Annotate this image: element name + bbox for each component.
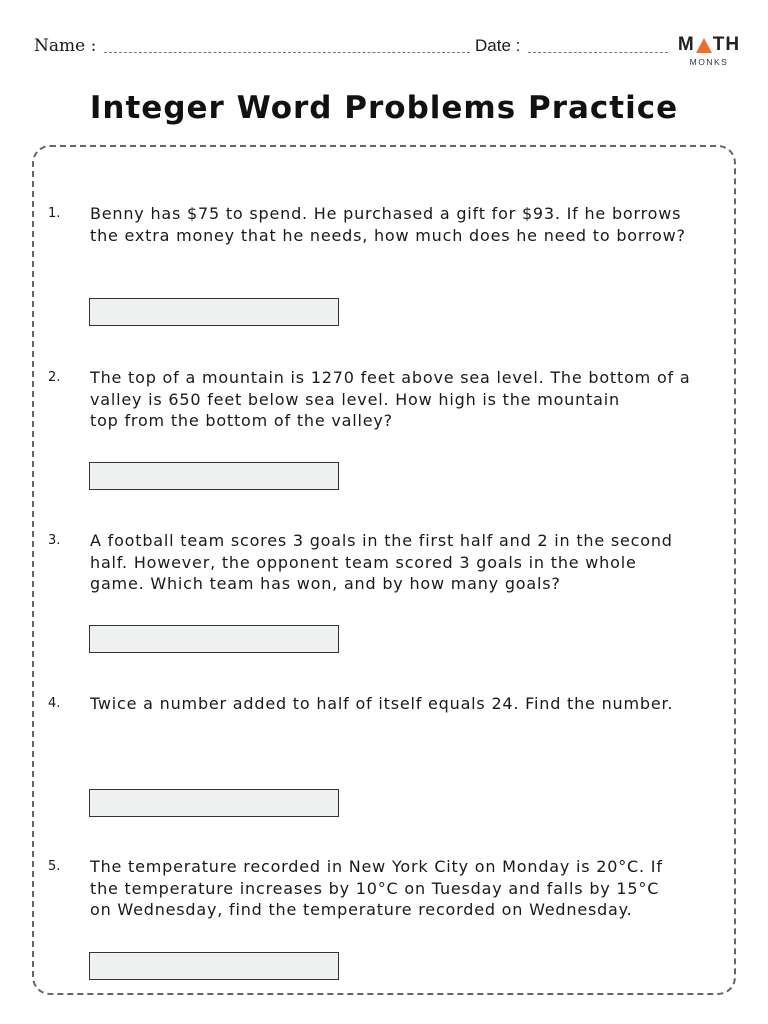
worksheet-header (34, 34, 734, 64)
logo-letter-m: M (677, 34, 695, 55)
problem-number: 3. (48, 533, 61, 548)
date-label: Date : (475, 36, 521, 55)
answer-box-2[interactable] (89, 462, 339, 490)
logo-wordmark (678, 34, 740, 56)
logo-triangle-icon (696, 38, 712, 53)
answer-box-4[interactable] (89, 789, 339, 817)
answer-box-3[interactable] (89, 625, 339, 653)
problem-number: 4. (48, 696, 61, 711)
problem-text: The temperature recorded in New York City on Monday is 20°C. If the temperature increases by 10°C on Tuesday and falls by 15°C on Wednesday, find the temperature recorded on Wednesday. (90, 857, 663, 919)
problem-number: 2. (48, 370, 61, 385)
problem-number: 5. (48, 859, 61, 874)
name-label: Name : (34, 36, 97, 56)
answer-box-1[interactable] (89, 298, 339, 326)
name-field-line[interactable] (104, 52, 470, 53)
problem-text: Benny has $75 to spend. He purchased a gift for $93. If he borrows the extra money that he needs, how much does he need to borrow? (90, 204, 686, 245)
math-monks-logo (678, 34, 740, 67)
problem-number: 1. (48, 206, 61, 221)
answer-box-5[interactable] (89, 952, 339, 980)
page-title: Integer Word Problems Practice (89, 90, 679, 126)
logo-subtext: MONKS (689, 57, 729, 67)
logo-letters-th: TH (712, 34, 741, 55)
problem-text: A football team scores 3 goals in the first half and 2 in the second half. However, the opponent team scored 3 goals in the whole game. Which team has won, and by how many goals? (90, 531, 673, 593)
problem-text: Twice a number added to half of itself equals 24. Find the number. (90, 694, 674, 713)
problem-text: The top of a mountain is 1270 feet above sea level. The bottom of a valley is 650 feet below sea level. How high is the mountain top from the bottom of the valley? (90, 368, 691, 430)
date-field-line[interactable] (528, 52, 668, 53)
